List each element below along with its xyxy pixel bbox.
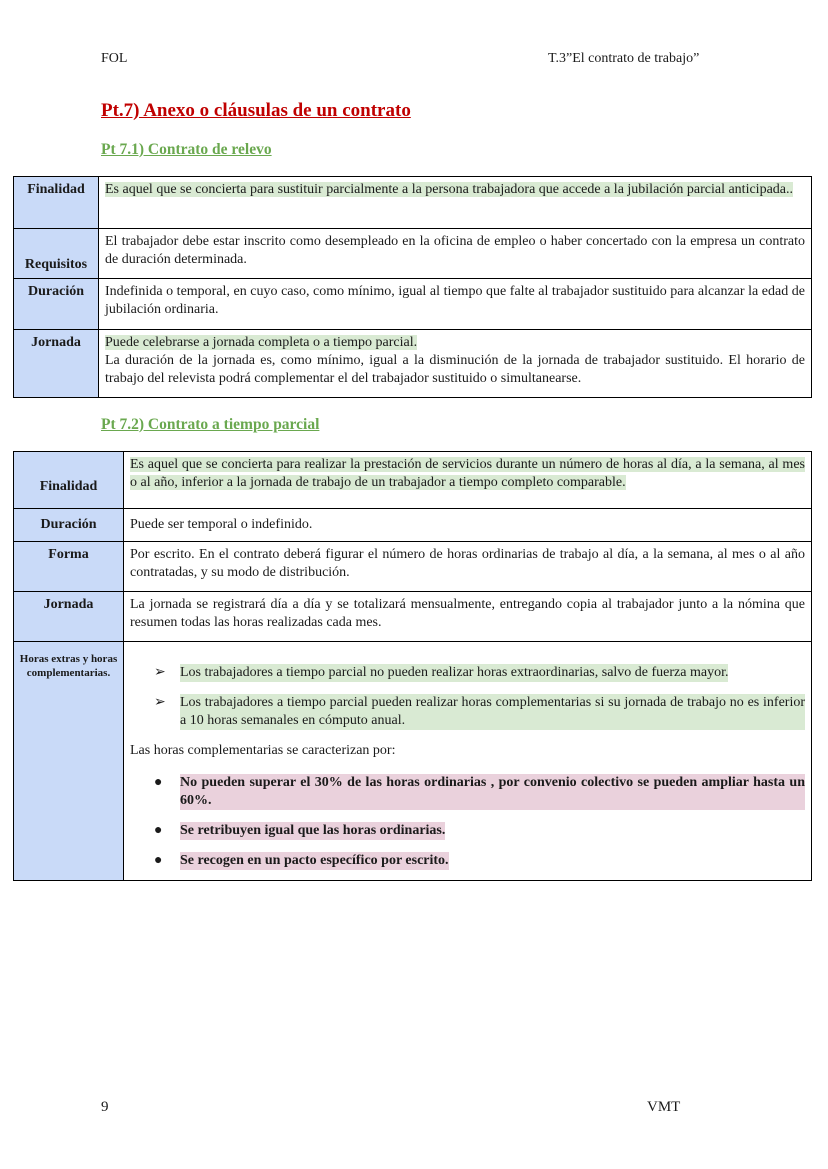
intro-text: Las horas complementarias se caracterizan por: <box>130 743 396 758</box>
relevo-table <box>13 176 812 398</box>
list-item-text: Se recogen en un pacto específico por escrito. <box>180 853 449 868</box>
table-row <box>14 229 812 279</box>
bullet-icon: ● <box>154 853 163 868</box>
header-left: FOL <box>101 51 128 66</box>
section2-heading: Pt 7.2) Contrato a tiempo parcial <box>101 416 320 433</box>
table-row <box>14 177 812 229</box>
bullet-icon: ● <box>154 823 163 838</box>
row-text: El trabajador debe estar inscrito como desempleado en la oficina de empleo o haber concertado con la empresa un contrato de duración determinada. <box>99 229 812 279</box>
row-text: Indefinida o temporal, en cuyo caso, como mínimo, igual al tiempo que falte al trabajador sustituido para alcanzar la edad de jubilación ordinaria. <box>99 279 812 330</box>
page-number: 9 <box>101 1099 109 1115</box>
highlighted-text: Es aquel que se concierta para realizar la prestación de servicios durante un número de horas al día, a la semana, al mes o al año, inferior a la jornada de trabajo de un trabajador a tiempo completo comparable. <box>130 457 805 490</box>
arrow-list-item <box>130 694 805 730</box>
row-label: Jornada <box>14 592 124 642</box>
row-text: Puede ser temporal o indefinido. <box>124 509 812 542</box>
table-row <box>14 509 812 542</box>
tiempo-parcial-table <box>13 451 812 881</box>
row-label: Forma <box>14 542 124 592</box>
row-text: Por escrito. En el contrato deberá figurar el número de horas ordinarias de trabajo al día, a la semana, al mes o al año contratadas, y su modo de distribución. <box>124 542 812 592</box>
row-text <box>99 177 812 229</box>
row-label: Finalidad <box>14 177 99 229</box>
table-row <box>14 452 812 509</box>
table-row <box>14 279 812 330</box>
arrow-icon: ➢ <box>154 695 166 710</box>
row-text <box>99 330 812 398</box>
list-item-text: Los trabajadores a tiempo parcial pueden realizar horas complementarias si su jornada de trabajo no es inferior a 10 horas semanales en cómputo anual. <box>180 695 805 728</box>
row-text <box>124 452 812 509</box>
section1-heading: Pt 7.1) Contrato de relevo <box>101 141 272 158</box>
arrow-list-item <box>130 664 805 682</box>
table-row <box>14 642 812 881</box>
bullet-icon: ● <box>154 775 163 790</box>
row-label: Jornada <box>14 330 99 398</box>
row-label: Duración <box>14 509 124 542</box>
highlighted-text: Puede celebrarse a jornada completa o a tiempo parcial. <box>105 335 418 350</box>
list-item-text: Los trabajadores a tiempo parcial no pueden realizar horas extraordinarias, salvo de fuerza mayor. <box>180 665 729 680</box>
row-text <box>124 642 812 881</box>
table-row <box>14 592 812 642</box>
bullet-list-item <box>130 852 805 870</box>
highlighted-text: Es aquel que se concierta para sustituir parcialmente a la persona trabajadora que accede a la jubilación parcial anticipada.. <box>105 182 793 197</box>
row-label: Duración <box>14 279 99 330</box>
row-label: Finalidad <box>14 452 124 509</box>
arrow-icon: ➢ <box>154 665 166 680</box>
header-right: T.3”El contrato de trabajo” <box>548 51 700 66</box>
footer-author: VMT <box>647 1099 681 1115</box>
bullet-list-item <box>130 822 805 840</box>
row-label: Requisitos <box>14 229 99 279</box>
row-text: La jornada se registrará día a día y se totalizará mensualmente, entregando copia al trabajador junto a la nómina que resumen todas las horas realizadas cada mes. <box>124 592 812 642</box>
list-item-text: Se retribuyen igual que las horas ordinarias. <box>180 823 446 838</box>
page-title: Pt.7) Anexo o cláusulas de un contrato <box>101 100 411 121</box>
row-text-rest: La duración de la jornada es, como mínimo, igual a la disminución de la jornada de trabajador sustituido. El horario de trabajo del relevista podrá complementar el del trabajador sustituido o simultanearse. <box>105 353 805 386</box>
table-row <box>14 330 812 398</box>
bullet-list-item <box>130 774 805 810</box>
list-item-text: No pueden superar el 30% de las horas ordinarias , por convenio colectivo se pueden ampliar hasta un 60%. <box>180 775 805 808</box>
row-label: Horas extras y horas complementarias. <box>14 642 124 881</box>
table-row <box>14 542 812 592</box>
